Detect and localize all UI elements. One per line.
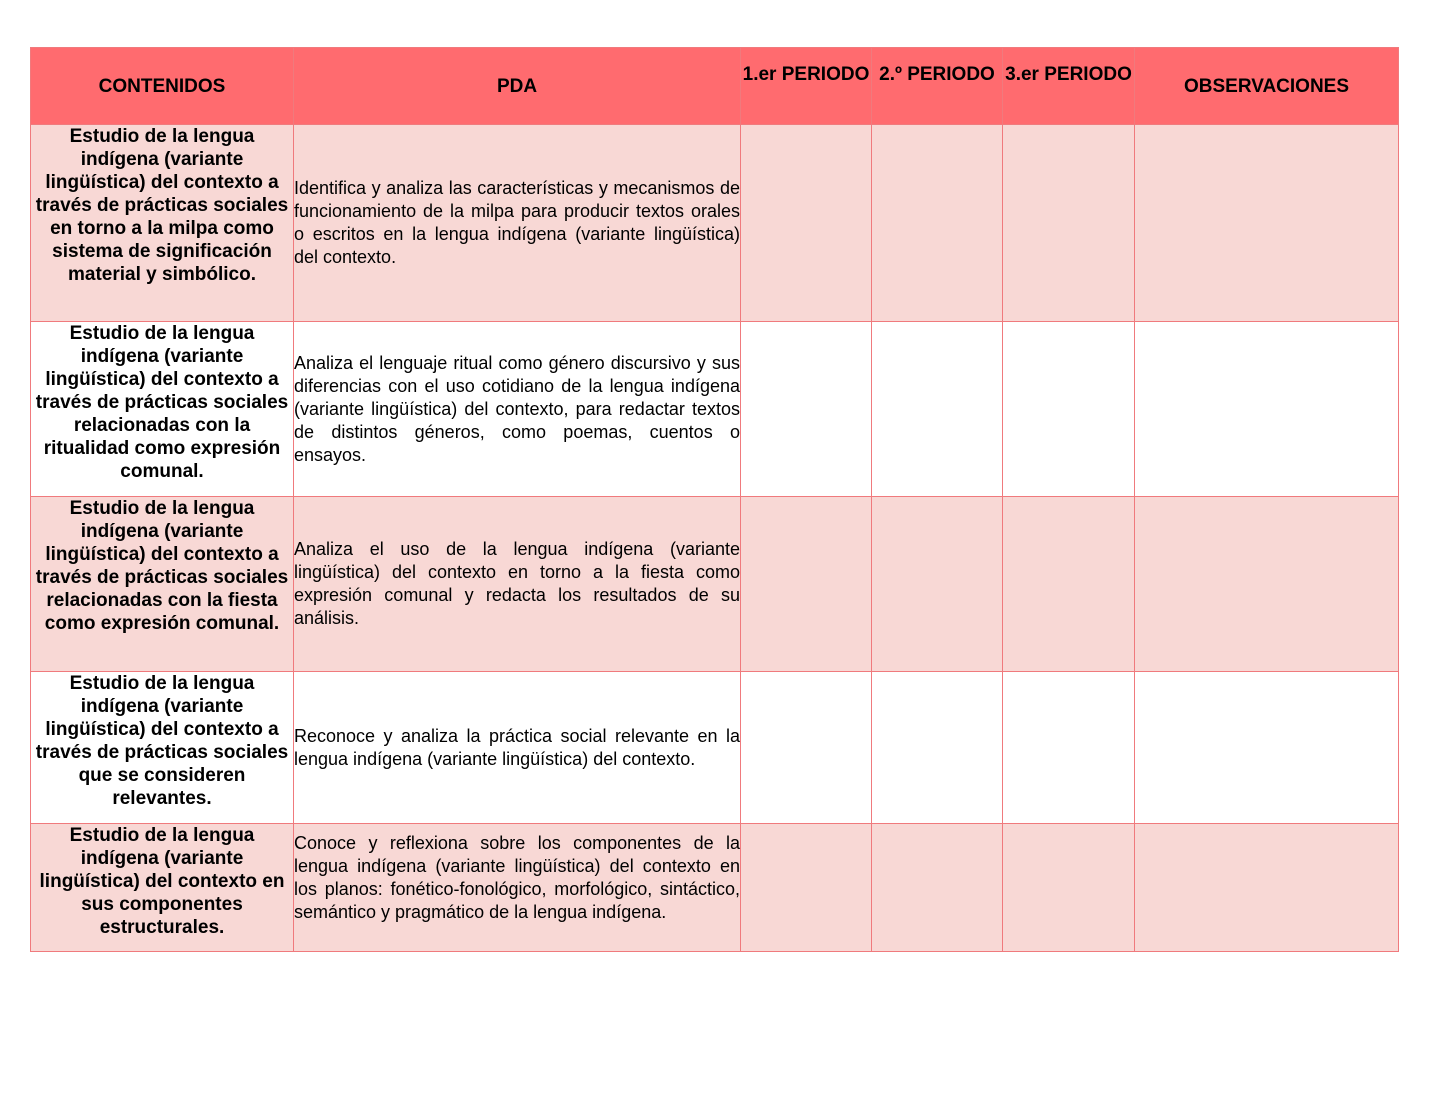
period-3-cell[interactable] (1003, 824, 1135, 952)
observaciones-cell[interactable] (1135, 824, 1399, 952)
header-observaciones: OBSERVACIONES (1135, 48, 1399, 125)
period-1-cell[interactable] (741, 497, 872, 672)
header-period-1 (741, 48, 872, 125)
period-2-cell[interactable] (872, 824, 1003, 952)
pda-cell: Reconoce y analiza la práctica social relevante en la lengua indígena (variante lingüística) del contexto. (294, 672, 741, 824)
evaluation-sheet (30, 47, 1398, 952)
period-3-cell[interactable] (1003, 125, 1135, 322)
pda-cell: Conoce y reflexiona sobre los componentes de la lengua indígena (variante lingüística) del contexto en los planos: fonético-fonológico, morfológico, sintáctico, semántico y pragmático de la lengua indígena. (294, 824, 741, 952)
contenido-cell: Estudio de la lengua indígena (variante lingüística) del contexto en sus componentes estructurales. (31, 824, 294, 952)
pda-cell: Analiza el lenguaje ritual como género discursivo y sus diferencias con el uso cotidiano de la lengua indígena (variante lingüística) del contexto, para redactar textos de distintos géneros, como poemas, cuentos o ensayos. (294, 322, 741, 497)
table-row (31, 672, 1399, 824)
table-header-row (31, 48, 1399, 125)
period-1-cell[interactable] (741, 672, 872, 824)
header-period-3 (1003, 48, 1135, 125)
period-2-cell[interactable] (872, 125, 1003, 322)
header-pda: PDA (294, 48, 741, 125)
header-period-1-label: 1.er PERIODO (742, 64, 870, 85)
period-2-cell[interactable] (872, 672, 1003, 824)
observaciones-cell[interactable] (1135, 497, 1399, 672)
pda-cell: Analiza el uso de la lengua indígena (variante lingüística) del contexto en torno a la fiesta como expresión comunal y redacta los resultados de su análisis. (294, 497, 741, 672)
evaluation-table (30, 47, 1399, 952)
observaciones-cell[interactable] (1135, 322, 1399, 497)
period-3-cell[interactable] (1003, 672, 1135, 824)
observaciones-cell[interactable] (1135, 125, 1399, 322)
table-row (31, 497, 1399, 672)
header-period-2-label: 2.º PERIODO (879, 64, 995, 85)
header-period-3-label: 3.er PERIODO (1005, 64, 1132, 85)
table-row (31, 125, 1399, 322)
header-period-2 (872, 48, 1003, 125)
contenido-cell: Estudio de la lengua indígena (variante lingüística) del contexto a través de prácticas sociales relacionadas con la fiesta como expresión comunal. (31, 497, 294, 672)
table-row (31, 322, 1399, 497)
period-1-cell[interactable] (741, 125, 872, 322)
period-1-cell[interactable] (741, 322, 872, 497)
period-2-cell[interactable] (872, 322, 1003, 497)
contenido-cell: Estudio de la lengua indígena (variante lingüística) del contexto a través de prácticas sociales que se consideren relevantes. (31, 672, 294, 824)
header-contenidos: CONTENIDOS (31, 48, 294, 125)
table-row (31, 824, 1399, 952)
period-1-cell[interactable] (741, 824, 872, 952)
pda-cell: Identifica y analiza las características y mecanismos de funcionamiento de la milpa para producir textos orales o escritos en la lengua indígena (variante lingüística) del contexto. (294, 125, 741, 322)
contenido-cell: Estudio de la lengua indígena (variante lingüística) del contexto a través de prácticas sociales relacionadas con la ritualidad como expresión comunal. (31, 322, 294, 497)
contenido-cell: Estudio de la lengua indígena (variante lingüística) del contexto a través de prácticas sociales en torno a la milpa como sistema de significación material y simbólico. (31, 125, 294, 322)
period-3-cell[interactable] (1003, 497, 1135, 672)
period-3-cell[interactable] (1003, 322, 1135, 497)
observaciones-cell[interactable] (1135, 672, 1399, 824)
period-2-cell[interactable] (872, 497, 1003, 672)
